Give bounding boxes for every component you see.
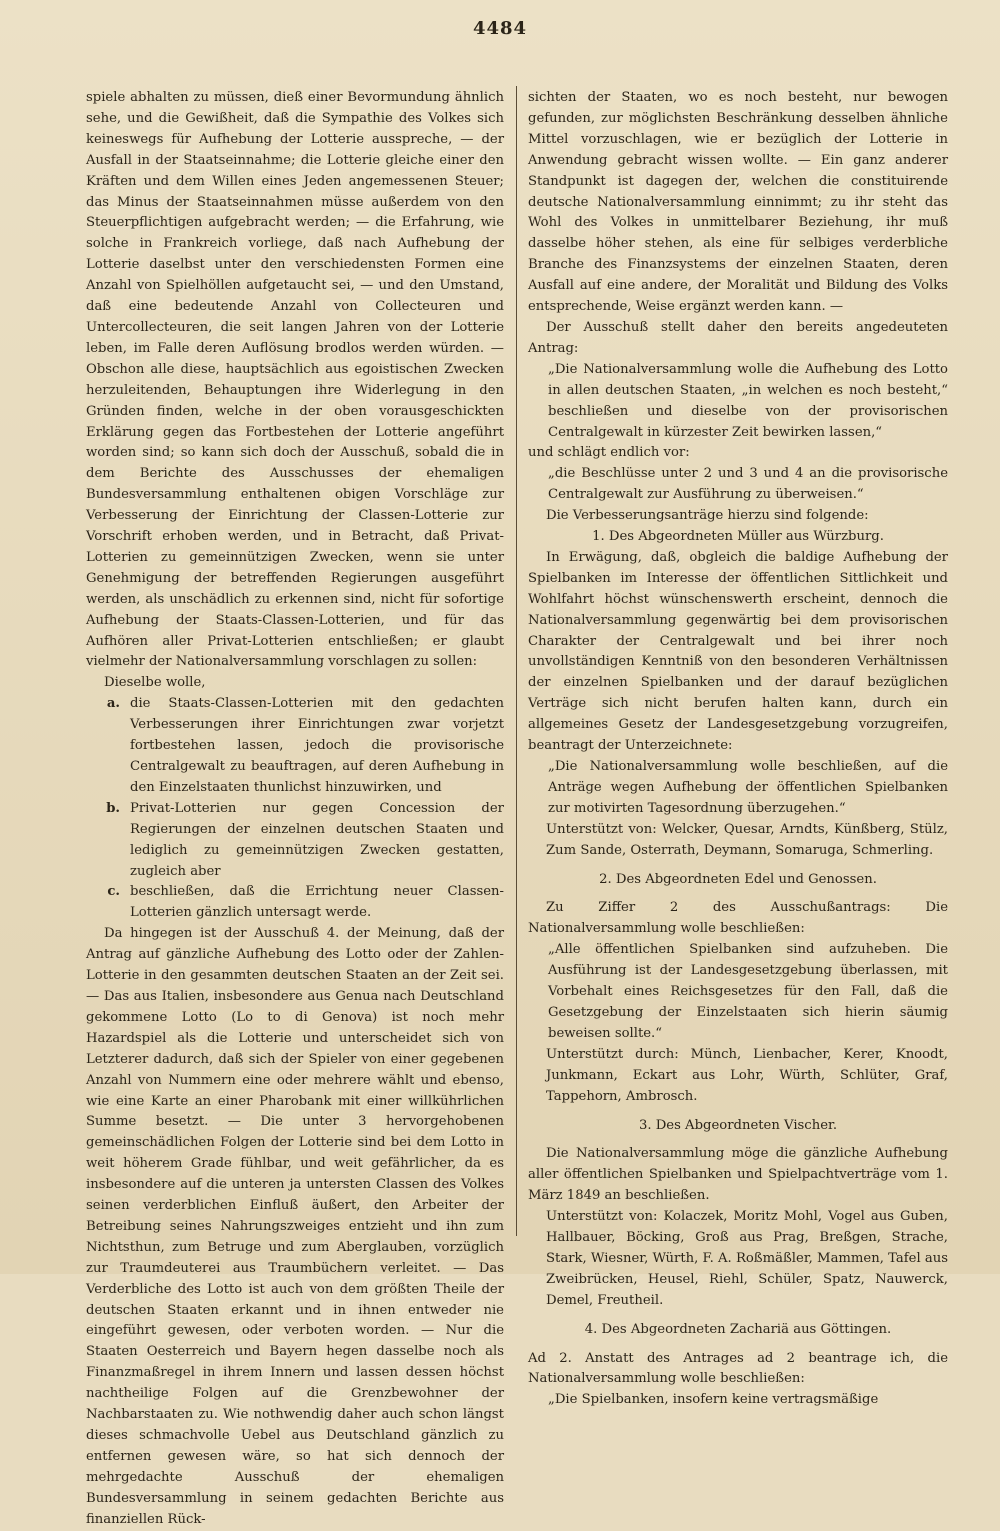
quoted-motion: „die Beschlüsse unter 2 und 3 und 4 an die provisorische Centralgewalt zur Ausführung zu überweisen.“ [548, 466, 948, 503]
paragraph: Dieselbe wolle, [104, 675, 206, 691]
list-item-text: beschließen, daß die Errichtung neuer Classen-Lotterien gänzlich untersagt werde. [130, 884, 504, 921]
list-item-text: die Staats-Classen-Lotterien mit den gedachten Verbesserungen ihrer Einrichtungen zwar vorjetzt fortbestehen lassen, jedoch die provisorische Centralgewalt zu beauftragen, auf deren Aufhebung in den Einzelstaaten thunlichst hinzuwirken, und [130, 696, 504, 795]
list-item-text: Privat-Lotterien nur gegen Concession der Regierungen der einzelnen deutschen Staaten und lediglich zu gemeinnützigen Zwecken gestatten, zugleich aber [130, 800, 504, 879]
column-divider [516, 86, 517, 1236]
paragraph: In Erwägung, daß, obgleich die baldige Aufhebung der Spielbanken im Interesse der öffentlichen Sittlichkeit und Wohlfahrt höchst wünschenswerth erscheint, dennoch die Nationalversammlung gegenwärtig bei dem provisorischen Charakter der Centralgewalt und bei ihrer noch unvollständigen Kenntniß von den besonderen Verhältnissen der einzelnen Spielbanken und der darauf bezüglichen Verträge sich nicht berufen halten kann, durch ein allgemeines Gesetz der Landesgesetzgebung vorzugreifen, beantragt der Unterzeichnete: [528, 549, 948, 754]
paragraph: und schlägt endlich vor: [528, 445, 690, 461]
section-heading: 1. Des Abgeordneten Müller aus Würzburg. [592, 529, 884, 545]
list-item-label: c. [107, 884, 120, 900]
supporters-list: Unterstützt von: Kolaczek, Moritz Mohl, Vogel aus Guben, Hallbauer, Böcking, Groß aus Prag, Breßgen, Strache, Stark, Wiesner, Würth, F. A. Roßmäßler, Mammen, Tafel aus Zweibrücken, Heusel, Riehl, Schüler, Spatz, Nauwerck, Demel, Freutheil. [546, 1209, 948, 1308]
left-column [86, 88, 504, 1531]
section-heading: 4. Des Abgeordneten Zachariä aus Göttingen. [584, 1321, 892, 1337]
quoted-motion: „Die Spielbanken, insofern keine vertragsmäßige [548, 1392, 879, 1408]
paragraph: Die Nationalversammlung möge die gänzliche Aufhebung aller öffentlichen Spielbanken und Spielpachtverträge vom 1. März 1849 an beschließen. [528, 1146, 948, 1204]
supporters-list: Unterstützt von: Welcker, Quesar, Arndts, Künßberg, Stülz, Zum Sande, Osterrath, Deymann, Somaruga, Schmerling. [546, 821, 948, 858]
supporters-list: Unterstützt durch: Münch, Lienbacher, Kerer, Knoodt, Junkmann, Eckart aus Lohr, Würth, Schlüter, Graf, Tappehorn, Ambrosch. [546, 1046, 948, 1104]
paragraph: Ad 2. Anstatt des Antrages ad 2 beantrage ich, die Nationalversammlung wolle beschließen: [528, 1350, 948, 1387]
quoted-motion: „Alle öffentlichen Spielbanken sind aufzuheben. Die Ausführung ist der Landesgesetzgebung überlassen, mit Vorbehalt eines Reichsgesetzes für den Fall, daß die Gesetzgebung der Einzelstaaten sich hierin säumig beweisen sollte.“ [548, 942, 948, 1041]
list-item-label: b. [106, 800, 120, 816]
paragraph: spiele abhalten zu müssen, dieß einer Bevormundung ähnlich sehe, und die Gewißheit, daß die Sympathie des Volkes sich keineswegs für Aufhebung der Lotterie ausspreche, — der Ausfall in der Staatseinnahme; die Lotterie gleiche einer den Kräften und dem Willen eines Jeden angemessenen Steuer; das Minus der Staatseinnahmen müsse außerdem von den Steuerpflichtigen aufgebracht werden; — die Erfahrung, wie solche in Frankreich vorliege, daß nach Aufhebung der Lotterie daselbst unter den verschiedensten Formen eine Anzahl von Spielhöllen aufgetaucht sei, — und den Umstand, daß eine bedeutende Anzahl von Collecteuren und Untercollecteuren, die seit langen Jahren von der Lotterie leben, im Falle deren Auflösung brodlos werden würden. — Obschon alle diese, hauptsächlich aus egoistischen Zwecken herzuleitenden, Behauptungen ihre Widerlegung in den Gründen finden, welche in der oben vorausgeschickten Erklärung gegen das Fortbestehen der Lotterie angeführt worden sind; so kann sich doch der Ausschuß, sobald die in dem Berichte des Ausschusses der ehemaligen Bundesversammlung enthaltenen obigen Vorschläge zur Verbesserung der Einrichtung der Classen-Lotterie zur Vorschrift erhoben werden, und in Betracht, daß Privat-Lotterien zu gemeinnützigen Zwecken, wenn sie unter Genehmigung der betreffenden Regierungen ausgeführt werden, als unschädlich zu erkennen sind, nicht für sofortige Aufhebung der Staats-Classen-Lotterien, und für das Aufhören aller Privat-Lotterien entschließen; er glaubt vielmehr der Nationalversammlung vorschlagen zu sollen: [86, 90, 504, 670]
page-number: 4484 [472, 18, 528, 39]
right-column [528, 88, 948, 1411]
list-item-label: a. [106, 696, 120, 712]
quoted-motion: „Die Nationalversammlung wolle die Aufhebung des Lotto in allen deutschen Staaten, „in welchen es noch besteht,“ beschließen und dieselbe von der provisorischen Centralgewalt in kürzester Zeit bewirken lassen,“ [548, 361, 948, 440]
list-item [86, 694, 504, 799]
paragraph: sichten der Staaten, wo es noch besteht, nur bewogen gefunden, zur möglichsten Beschränkung desselben ähnliche Mittel vorzuschlagen, wie er bezüglich der Lotterie in Anwendung gebracht wissen wollte. — Ein ganz anderer Standpunkt ist dagegen der, welchen die constituirende deutsche Nationalversammlung einnimmt; zu ihr steht das Wohl des Volkes in unmittelbarer Beziehung, ihr muß dasselbe höher stehen, als eine für selbiges verderbliche Branche des Finanzsystems der einzelnen Staaten, deren Ausfall auf eine andere, der Moralität und Bildung des Volks entsprechende, Weise ergänzt werden kann. — [528, 90, 948, 315]
paragraph: Zu Ziffer 2 des Ausschußantrags: Die Nationalversammlung wolle beschließen: [528, 900, 948, 937]
paragraph: Die Verbesserungsanträge hierzu sind folgende: [546, 508, 869, 524]
list-item [86, 882, 504, 924]
paragraph: Der Ausschuß stellt daher den bereits angedeuteten Antrag: [528, 319, 948, 356]
quoted-motion: „Die Nationalversammlung wolle beschließen, auf die Anträge wegen Aufhebung der öffentlichen Spielbanken zur motivirten Tagesordnung überzugehen.“ [548, 759, 948, 816]
section-heading: 2. Des Abgeordneten Edel und Genossen. [599, 871, 877, 887]
list-item [86, 799, 504, 883]
paragraph: Da hingegen ist der Ausschuß 4. der Meinung, daß der Antrag auf gänzliche Aufhebung des Lotto oder der Zahlen-Lotterie in den gesammten deutschen Staaten an der Zeit sei. — Das aus Italien, insbesondere aus Genua nach Deutschland gekommene Lotto (Lo to di Genova) ist noch mehr Hazardspiel als die Lotterie und unterscheidet sich von Letzterer dadurch, daß sich der Spieler von einer gegebenen Anzahl von Nummern eine oder mehrere wählt und ebenso, wie eine Karte an einer Pharobank mit einer willkührlichen Summe besetzt. — Die unter 3 hervorgehobenen gemeinschädlichen Folgen der Lotterie sind bei dem Lotto in weit höherem Grade fühlbar, und weit gefährlicher, da es insbesondere auf die unteren ja untersten Classen des Volkes seinen verderblichen Einfluß äußert, den Arbeiter der Betreibung seines Nahrungszweiges entzieht und ihn zum Nichtsthun, zum Betruge und zum Aberglauben, vorzüglich zur Traumdeuterei aus Traumbüchern verleitet. — Das Verderbliche des Lotto ist auch von dem größten Theile der deutschen Staaten erkannt und in ihnen entweder nie eingeführt gewesen, oder verboten worden. — Nur die Staaten Oesterreich und Bayern hegen dasselbe noch als Finanzmaßregel in ihrem Innern und lassen dessen höchst nachtheilige Folgen auf die Grenzbewohner der Nachbarstaaten zu. Wie nothwendig daher auch schon längst dieses schmachvolle Uebel aus Deutschland gänzlich zu entfernen gewesen wäre, so hat sich dennoch der mehrgedachte Ausschuß der ehemaligen Bundesversammlung in seinem gedachten Berichte aus finanziellen Rück- [86, 926, 504, 1527]
section-heading: 3. Des Abgeordneten Vischer. [638, 1117, 838, 1133]
